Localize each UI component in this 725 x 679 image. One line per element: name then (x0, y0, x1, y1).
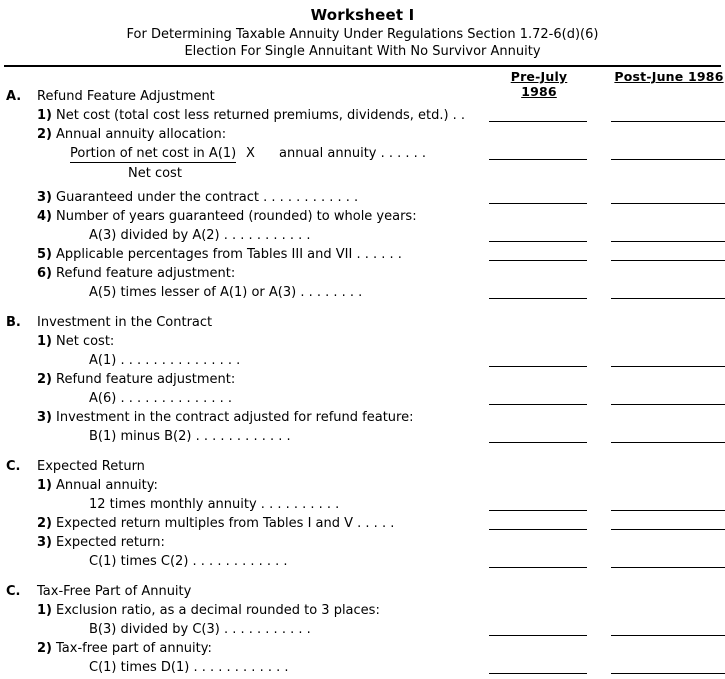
row-d1-sub (4, 622, 721, 641)
fraction-multiply-symbol: X (246, 146, 255, 161)
row-d2-sub (4, 660, 721, 679)
item-number-a1: 1) (37, 108, 52, 123)
item-number-d2: 2) (37, 641, 52, 656)
fraction-numerator-a2: Portion of net cost in A(1) (70, 146, 237, 161)
blank-a4-col1[interactable] (489, 228, 587, 242)
section-b (4, 315, 721, 448)
page-subtitle-2: Election For Single Annuitant With No Survivor Annuity (184, 44, 541, 59)
section-d-heading (4, 584, 721, 603)
blank-a2-col1[interactable] (489, 146, 587, 160)
row-a2 (4, 127, 721, 146)
item-text-a6: Refund feature adjustment: (56, 266, 236, 281)
page-title: Worksheet I (310, 6, 415, 24)
item-subtext-a4: A(3) divided by A(2) . . . . . . . . . . . (89, 228, 311, 243)
item-text-b1: Net cost: (56, 334, 115, 349)
row-d1 (4, 603, 721, 622)
row-c2 (4, 516, 721, 535)
section-a-heading (4, 89, 721, 108)
blank-b2-col2[interactable] (611, 391, 725, 405)
section-c (4, 459, 721, 573)
row-b3-sub (4, 429, 721, 448)
item-number-c2: 2) (37, 516, 52, 531)
section-c-heading (4, 459, 721, 478)
row-a6-sub (4, 285, 721, 304)
item-number-b2: 2) (37, 372, 52, 387)
row-a3 (4, 190, 721, 209)
item-subtext-d2: C(1) times D(1) . . . . . . . . . . . . (89, 660, 289, 675)
blank-a1-col1[interactable] (489, 108, 587, 122)
row-b1-sub (4, 353, 721, 372)
column-header-post-june-1986: Post-June 1986 (614, 69, 724, 84)
section-b-title: Investment in the Contract (37, 315, 213, 330)
section-c-letter: C. (6, 459, 21, 474)
blank-a6-col2[interactable] (611, 285, 725, 299)
row-c3-sub (4, 554, 721, 573)
fraction-denominator-a2: Net cost (128, 166, 182, 181)
section-b-letter: B. (6, 315, 21, 330)
column-header-pre-july-1986: Pre-July 1986 (510, 69, 568, 99)
row-a5 (4, 247, 721, 266)
row-b2-sub (4, 391, 721, 410)
item-text-d2: Tax-free part of annuity: (56, 641, 212, 656)
item-number-a3: 3) (37, 190, 52, 205)
blank-d2-col2[interactable] (611, 660, 725, 674)
item-text-d1: Exclusion ratio, as a decimal rounded to 3 places: (56, 603, 380, 618)
item-number-b1: 1) (37, 334, 52, 349)
blank-a4-col2[interactable] (611, 228, 725, 242)
item-text-b3: Investment in the contract adjusted for refund feature: (56, 410, 414, 425)
blank-a6-col1[interactable] (489, 285, 587, 299)
row-a2-fraction-top (4, 146, 721, 166)
blank-d1-col1[interactable] (489, 622, 587, 636)
blank-a5-col2[interactable] (611, 247, 725, 261)
item-text-c1: Annual annuity: (56, 478, 158, 493)
item-number-a6: 6) (37, 266, 52, 281)
blank-b2-col1[interactable] (489, 391, 587, 405)
row-a1 (4, 108, 721, 127)
item-text-a3: Guaranteed under the contract . . . . . . . . . . . . (56, 190, 359, 205)
item-subtext-b1: A(1) . . . . . . . . . . . . . . . (89, 353, 241, 368)
row-a4 (4, 209, 721, 228)
blank-c3-col2[interactable] (611, 554, 725, 568)
blank-d2-col1[interactable] (489, 660, 587, 674)
item-text-a2: Annual annuity allocation: (56, 127, 227, 142)
item-text-a1: Net cost (total cost less returned premiums, dividends, etd.) . . (56, 108, 466, 123)
blank-b1-col1[interactable] (489, 353, 587, 367)
item-text-a5: Applicable percentages from Tables III and VII . . . . . . (56, 247, 402, 262)
row-b1 (4, 334, 721, 353)
item-text-c2: Expected return multiples from Tables I and V . . . . . (56, 516, 395, 531)
item-number-d1: 1) (37, 603, 52, 618)
item-number-a5: 5) (37, 247, 52, 262)
section-a-letter: A. (6, 89, 22, 104)
item-number-c3: 3) (37, 535, 52, 550)
row-c1 (4, 478, 721, 497)
section-a (4, 89, 721, 304)
row-b2 (4, 372, 721, 391)
row-a4-sub (4, 228, 721, 247)
row-c3 (4, 535, 721, 554)
item-number-b3: 3) (37, 410, 52, 425)
blank-c2-col2[interactable] (611, 516, 725, 530)
blank-b3-col1[interactable] (489, 429, 587, 443)
item-subtext-a6: A(5) times lesser of A(1) or A(3) . . . . . . . . (89, 285, 363, 300)
item-text-a4: Number of years guaranteed (rounded) to whole years: (56, 209, 417, 224)
item-number-a4: 4) (37, 209, 52, 224)
item-subtext-c1: 12 times monthly annuity . . . . . . . . . . (89, 497, 340, 512)
row-c1-sub (4, 497, 721, 516)
item-text-c3: Expected return: (56, 535, 165, 550)
blank-b3-col2[interactable] (611, 429, 725, 443)
page-subtitle: For Determining Taxable Annuity Under Regulations Section 1.72-6(d)(6) (126, 27, 599, 42)
blank-c3-col1[interactable] (489, 554, 587, 568)
blank-c1-col2[interactable] (611, 497, 725, 511)
item-subtext-b3: B(1) minus B(2) . . . . . . . . . . . . (89, 429, 291, 444)
section-c-title: Expected Return (37, 459, 145, 474)
row-a6 (4, 266, 721, 285)
blank-a1-col2[interactable] (611, 108, 725, 122)
item-number-a2: 2) (37, 127, 52, 142)
blank-d1-col2[interactable] (611, 622, 725, 636)
blank-a5-col1[interactable] (489, 247, 587, 261)
fraction-rest-a2: annual annuity . . . . . . (279, 146, 427, 161)
section-d (4, 584, 721, 679)
section-a-title: Refund Feature Adjustment (37, 89, 215, 104)
blank-b1-col2[interactable] (611, 353, 725, 367)
section-d-title: Tax-Free Part of Annuity (37, 584, 192, 599)
blank-a2-col2[interactable] (611, 146, 725, 160)
item-number-c1: 1) (37, 478, 52, 493)
item-subtext-c3: C(1) times C(2) . . . . . . . . . . . . (89, 554, 288, 569)
section-b-heading (4, 315, 721, 334)
row-a2-fraction-bottom (4, 166, 721, 185)
row-b3 (4, 410, 721, 429)
section-d-letter: C. (6, 584, 21, 599)
row-d2 (4, 641, 721, 660)
item-subtext-d1: B(3) divided by C(3) . . . . . . . . . . . (89, 622, 311, 637)
item-text-b2: Refund feature adjustment: (56, 372, 236, 387)
blank-a3-col2[interactable] (611, 190, 725, 204)
blank-c1-col1[interactable] (489, 497, 587, 511)
blank-a3-col1[interactable] (489, 190, 587, 204)
item-subtext-b2: A(6) . . . . . . . . . . . . . . (89, 391, 233, 406)
blank-c2-col1[interactable] (489, 516, 587, 530)
